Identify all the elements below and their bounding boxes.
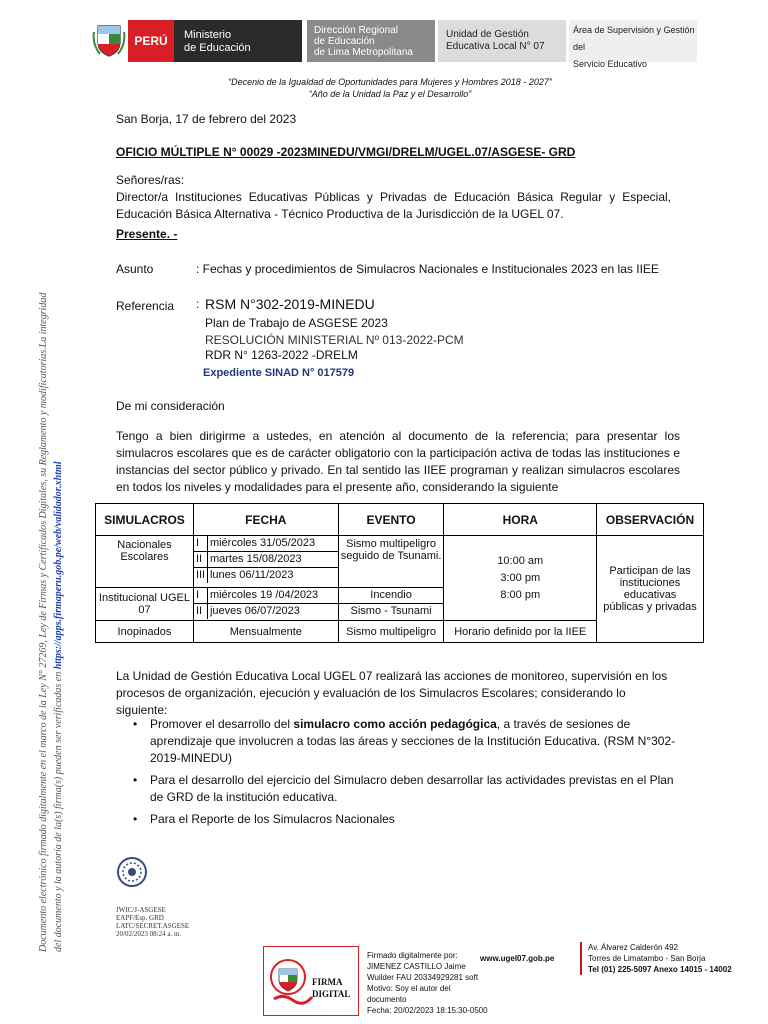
referencia-item: RDR N° 1263-2022 -DRELM <box>205 348 358 362</box>
firma-digital-logo <box>263 946 359 1016</box>
decenio-line: “Decenio de la Igualdad de Oportunidades para Mujeres y Hombres 2018 - 2027” <box>228 77 552 87</box>
expediente-sinad: Expediente SINAD N° 017579 <box>203 367 355 379</box>
table-header: HORA <box>444 504 597 536</box>
date-value: jueves 06/07/2023 <box>209 605 300 617</box>
actions-list <box>130 716 680 833</box>
date-cell: Mensualmente <box>193 621 338 643</box>
firma-line: documento <box>367 995 407 1004</box>
bullet-text: Promover el desarrollo del <box>150 717 294 731</box>
decenio-heading <box>110 76 670 100</box>
referencia-colon: : <box>196 297 200 311</box>
simulacro-type: Inopinados <box>96 621 194 643</box>
table-row <box>96 536 704 588</box>
presente-label: Presente. - <box>116 227 178 241</box>
firma-line: Motivo: Soy el autor del <box>367 984 451 993</box>
area-line: Servicio Educativo <box>573 59 648 69</box>
roman-index: III <box>194 568 208 583</box>
ugel-seal-icon <box>116 856 148 888</box>
recipients: Director/a Instituciones Educativas Públicas y Privadas de Educación Básica Regular y Especial, Educación Básica Alternativa - Técnico Productiva de la Jurisdicción de la UGEL 07. <box>116 190 671 221</box>
website-link[interactable]: www.ugel07.gob.pe <box>480 954 555 963</box>
peru-brand-box <box>128 20 174 62</box>
side-stamp-line: Documento electrónico firmado digitalmente en el marco de la Ley N° 27269, Ley de Firmas y Certificados Digitales, su Reglamento y modificatorias.La integridad <box>38 292 49 952</box>
roman-index: II <box>194 552 208 568</box>
date-value: martes 15/08/2023 <box>208 552 338 568</box>
ugel-line: Unidad de Gestión <box>446 29 529 40</box>
list-item: • Para el desarrollo del ejercicio del Simulacro deben desarrollar las actividades previstas en el Plan de GRD de la institución educativa. <box>130 772 680 806</box>
side-stamp-line <box>51 92 66 952</box>
referencia-item: RESOLUCIÓN MINISTERIAL Nº 013-2022-PCM <box>205 333 464 347</box>
paragraph-ugel: La Unidad de Gestión Educativa Local UGEL 07 realizará las acciones de monitoreo, supervisión en los procesos de organización, ejecución y evaluación de los Simulacros Escolares; considerando lo siguiente: <box>116 669 668 717</box>
date-value: lunes 06/11/2023 <box>209 569 294 581</box>
event-cell <box>338 588 444 621</box>
digital-signature-side-stamp <box>36 92 66 952</box>
date-cell <box>193 588 338 621</box>
table-header: EVENTO <box>338 504 444 536</box>
ugel-line: Educativa Local N° 07 <box>446 41 545 52</box>
referencia-item: RSM N°302-2019-MINEDU <box>205 296 375 312</box>
peru-label: PERÚ <box>134 34 168 48</box>
event-value: Sismo - Tsunami <box>350 605 432 617</box>
hours-cell: Horario definido por la IIEE <box>444 621 597 643</box>
roman-index: II <box>194 604 208 619</box>
firma-logo-text: DIGITAL <box>312 989 351 999</box>
event-cell: Sismo multipeligro <box>338 621 444 643</box>
firma-details <box>367 950 497 1016</box>
hours-cell <box>444 536 597 621</box>
hour-value: 10:00 am <box>497 554 544 567</box>
observation-cell: Participan de las instituciones educativas públicas y privadas <box>597 536 704 643</box>
area-line: Área de Supervisión y Gestión del <box>573 25 695 52</box>
year-line: “Año de la Unidad la Paz y el Desarrollo” <box>308 89 472 99</box>
oficio-number: OFICIO MÚLTIPLE N° 00029 -2023MINEDU/VMGI/DRELM/UGEL.07/ASGESE- GRD <box>116 145 576 159</box>
firma-line: Fecha: 20/02/2023 18:15:30-0500 <box>367 1006 488 1015</box>
table-header-row <box>96 504 704 536</box>
asunto-value: : Fechas y procedimientos de Simulacros Nacionales e Institucionales 2023 en las IIEE <box>196 262 659 276</box>
hour-value: 3:00 pm <box>500 571 541 584</box>
referencia-label: Referencia <box>116 299 175 313</box>
firma-line: JIMENEZ CASTILLO Jaime <box>367 962 466 971</box>
bullet-bold-text: simulacro como acción pedagógica <box>293 717 497 731</box>
roman-index: I <box>194 588 208 604</box>
asunto-label: Asunto <box>116 262 154 276</box>
initials-line: JWIC/J-ASGESE <box>116 906 166 914</box>
firma-line: Wuilder FAU 20334929281 soft <box>367 973 479 982</box>
simulacro-type: Nacionales Escolares <box>96 536 194 588</box>
list-item: • Para el Reporte de los Simulacros Nacionales <box>130 811 680 828</box>
initials-line: EAPF/Esp. GRD <box>116 914 164 922</box>
date-cell <box>193 536 338 588</box>
simulacros-table <box>95 503 704 643</box>
salutation: Señores/ras: <box>116 173 185 187</box>
document-date: San Borja, 17 de febrero del 2023 <box>116 112 297 126</box>
validator-link[interactable]: https://apps.firmaperu.gob.pe/web/validador.xhtml <box>53 461 64 670</box>
firma-logo-text: FIRMA <box>312 977 343 987</box>
area-supervision-box <box>569 20 697 69</box>
roman-index: I <box>194 536 208 552</box>
hour-value: 8:00 pm <box>500 588 541 601</box>
table-header: FECHA <box>193 504 338 536</box>
table-header: OBSERVACIÓN <box>597 504 704 536</box>
referencia-item: Plan de Trabajo de ASGESE 2023 <box>205 316 388 330</box>
ministerio-box <box>174 20 302 62</box>
initials-block <box>116 906 189 938</box>
direccion-line: de Educación <box>314 36 375 47</box>
peru-coat-of-arms-icon <box>92 22 126 58</box>
paragraph-intro: Tengo a bien dirigirme a ustedes, en atención al documento de la referencia; para presentar los simulacros escolares que es de carácter obligatorio con la participación activa de todas las instituciones e instancias del sector público y privado. En tal sentido las IIEE programan y realizan simulacros escolares en todos los niveles y modalidades para el presente año, considerando la siguiente <box>116 429 680 494</box>
direccion-line: Dirección Regional <box>314 25 398 36</box>
bullet-text: , a través de sesiones de aprendizaje que involucren a todas las áreas y secciones de la Institución Educativa. (RSM N°302-2019-MINEDU) <box>150 717 676 765</box>
event-cell: Sismo multipeligro seguido de Tsunami. <box>338 536 444 588</box>
date-value: miércoles 31/05/2023 <box>208 536 338 552</box>
date-value: miércoles 19 /04/2023 <box>208 588 338 604</box>
ministerio-line: de Educación <box>184 42 251 54</box>
firma-line: Firmado digitalmente por: <box>367 951 458 960</box>
ministerio-line: Ministerio <box>184 29 232 41</box>
recipients-block <box>116 172 671 223</box>
side-stamp-text: del documento y la autoría de la(s) firma(s) pueden ser verificadas en <box>53 669 64 952</box>
simulacro-type: Institucional UGEL 07 <box>96 588 194 621</box>
address-block <box>580 942 732 975</box>
list-item <box>130 716 680 767</box>
consideracion: De mi consideración <box>116 399 225 413</box>
address-line: Tel (01) 225-5097 Anexo 14015 - 14002 <box>588 965 732 974</box>
table-header: SIMULACROS <box>96 504 194 536</box>
event-value: Incendio <box>339 588 444 604</box>
ugel-box <box>438 20 566 62</box>
address-line: Av. Álvarez Calderón 492 <box>588 943 678 952</box>
address-line: Torres de Limatambo - San Borja <box>588 954 706 963</box>
initials-line: 20/02/2023 08:24 a. m. <box>116 930 182 938</box>
direccion-line: de Lima Metropolitana <box>314 47 413 58</box>
direccion-regional-box <box>307 20 435 62</box>
initials-line: LATC/SECRET.ASGESE <box>116 922 190 930</box>
